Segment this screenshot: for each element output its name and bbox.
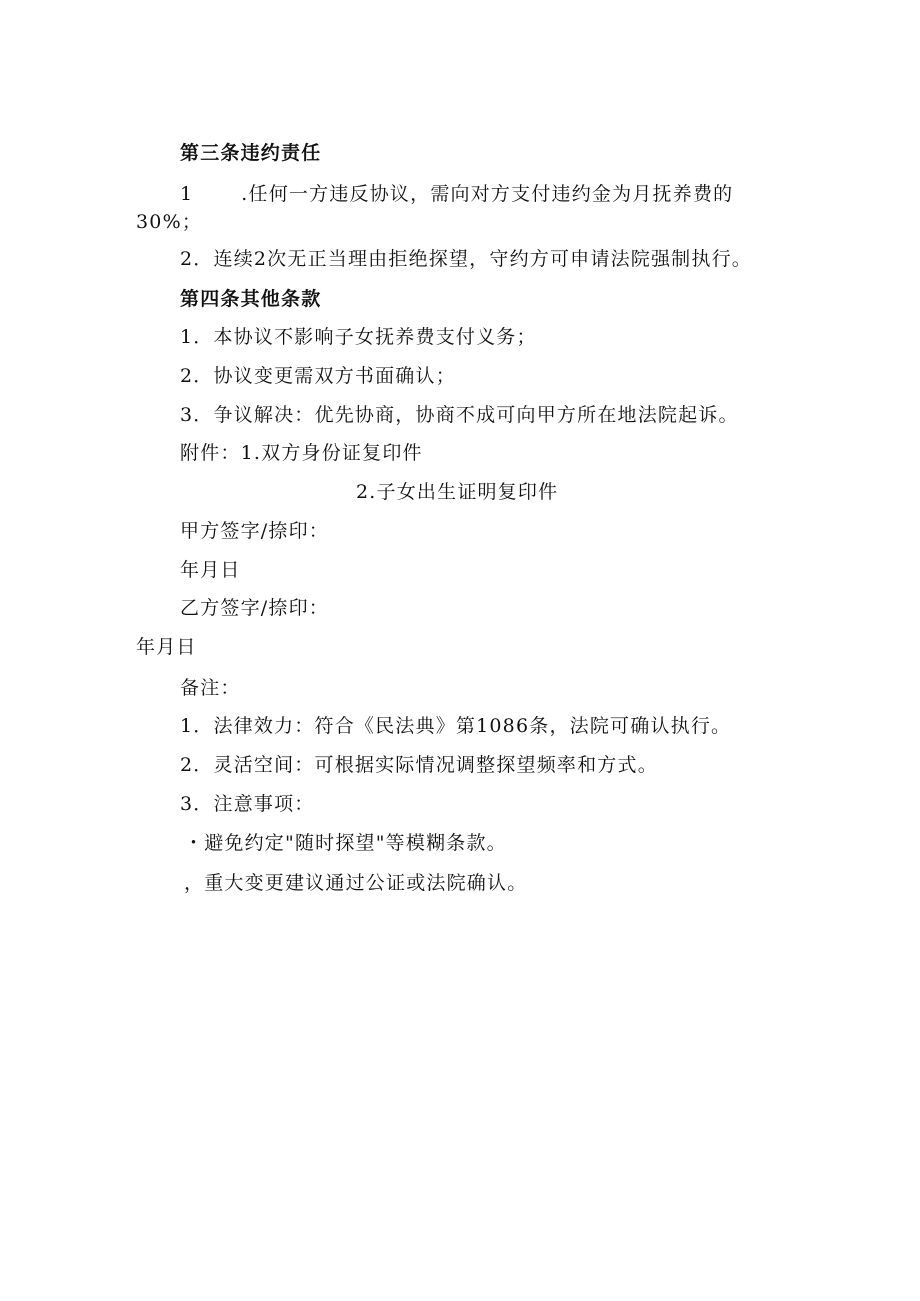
notes-item: 3．注意事项： — [180, 793, 315, 815]
party-b-date-label: 年月日 — [136, 636, 197, 658]
party-a-signature-label: 甲方签字/捺印： — [180, 520, 330, 542]
notes-label: 备注： — [180, 677, 241, 699]
article3-heading: 第三条违约责任 — [180, 142, 322, 164]
party-b-signature-label: 乙方签字/捺印： — [180, 597, 330, 619]
article4-heading: 第四条其他条款 — [180, 288, 322, 310]
article3-item1-continuation: 30%； — [136, 211, 203, 233]
article3-item1-number: 1 — [180, 183, 194, 205]
party-a-date-label: 年月日 — [180, 559, 241, 581]
article4-item: 2．协议变更需双方书面确认； — [180, 365, 456, 387]
article3-item1-text: .任何一方违反协议，需向对方支付违约金为月抚养费的 — [241, 183, 734, 205]
attachments-line1: 附件：1.双方身份证复印件 — [180, 442, 423, 464]
notes-item: 2．灵活空间：可根据实际情况调整探望频率和方式。 — [180, 754, 658, 776]
article4-item: 1．本协议不影响子女抚养费支付义务； — [180, 326, 537, 348]
article4-item: 3．争议解决：优先协商，协商不成可向甲方所在地法院起诉。 — [180, 404, 739, 426]
notes-item: 1．法律效力：符合《民法典》第1086条，法院可确认执行。 — [180, 715, 732, 737]
notes-bullet: ・避免约定"随时探望"等模糊条款。 — [184, 832, 507, 854]
notes-bullet: ，重大变更建议通过公证或法院确认。 — [184, 872, 528, 894]
attachments-line2: 2.子女出生证明复印件 — [356, 481, 559, 503]
article3-item1 — [180, 182, 733, 206]
article3-item2: 2．连续2次无正当理由拒绝探望，守约方可申请法院强制执行。 — [180, 248, 752, 270]
